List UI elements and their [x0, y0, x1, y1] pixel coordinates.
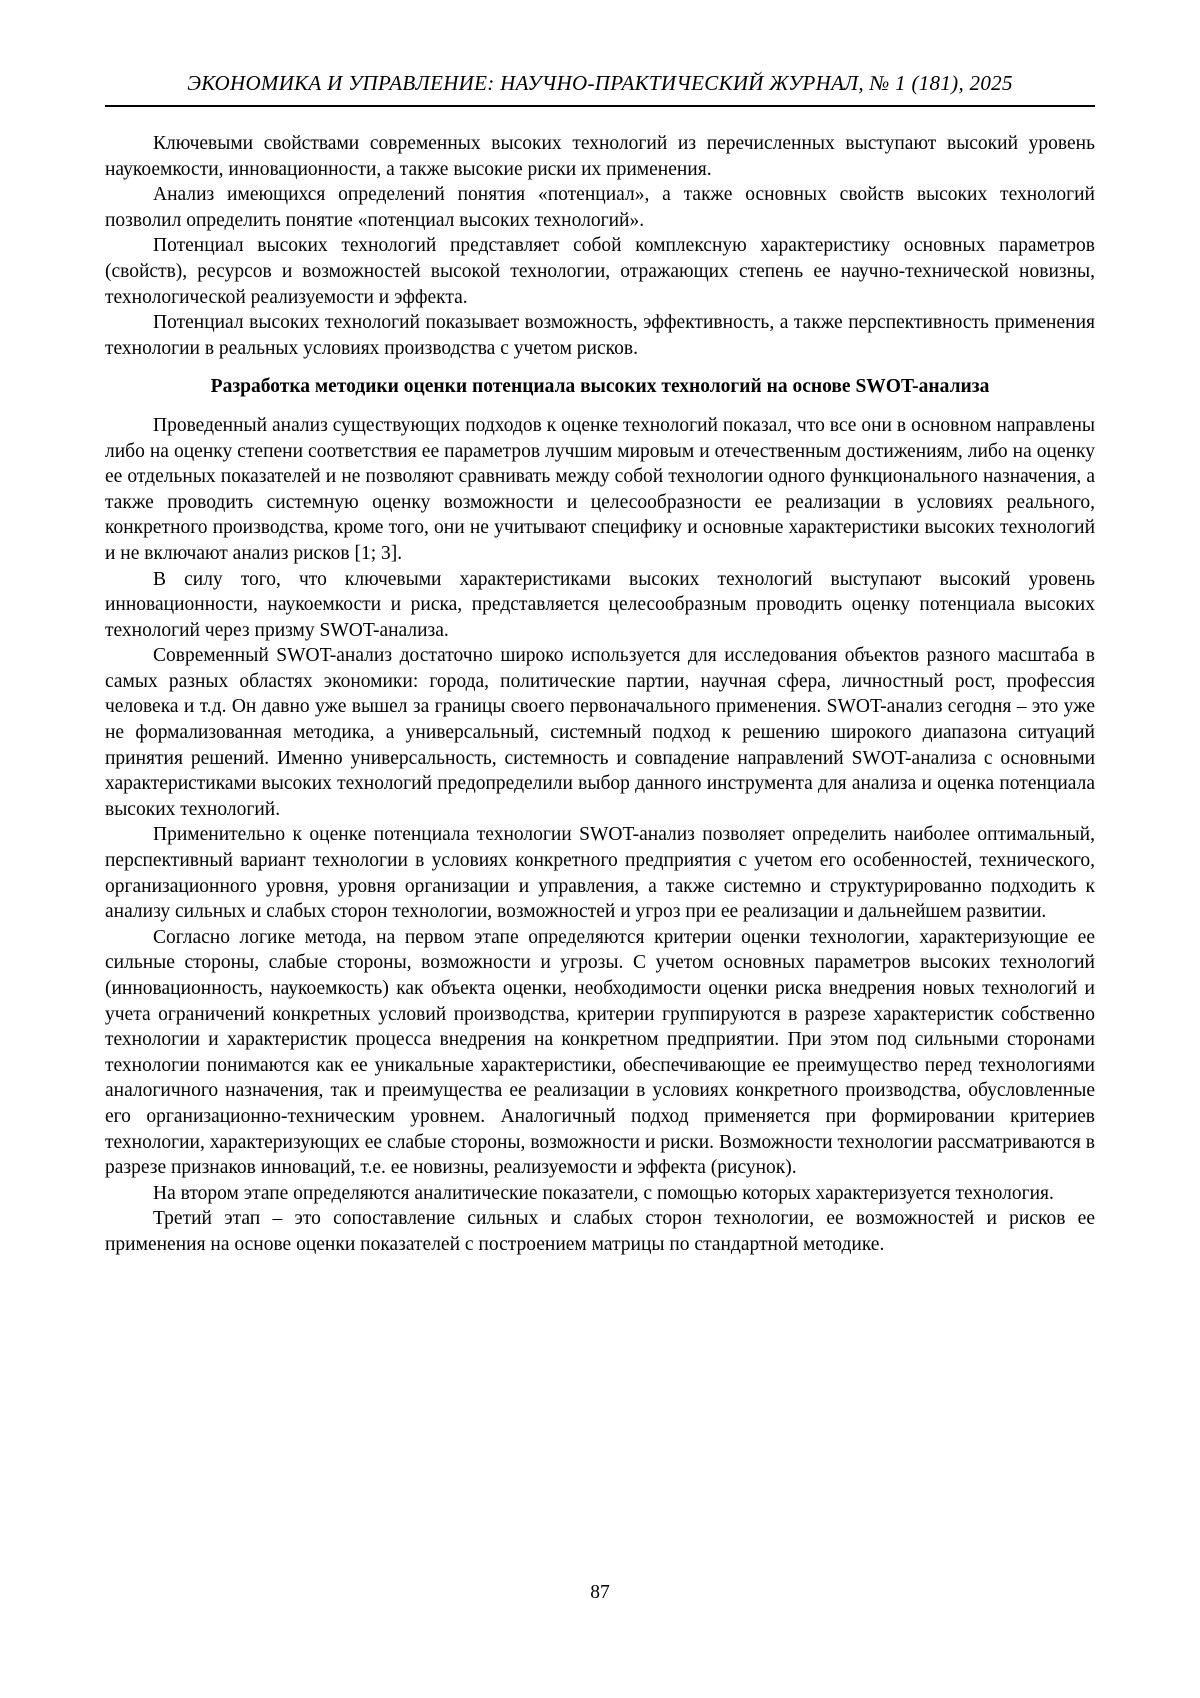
- paragraph: Согласно логике метода, на первом этапе определяются критерии оценки технологии, характеризующие ее сильные стороны, слабые стороны, возможности и угрозы. С учетом основных параметров высоких технологий (инновационность, наукоемкость) как объекта оценки, необходимости оценки риска внедрения новых технологий и учета ограничений конкретных условий производства, критерии группируются в разрезе характеристик собственно технологии и характеристик процесса внедрения на конкретном предприятии. При этом под сильными сторонами технологии понимаются как ее уникальные характеристики, обеспечивающие ее преимущество перед технологиями аналогичного назначения, так и преимущества ее реализации в условиях конкретного производства, обусловленные его организационно-техническим уровнем. Аналогичный подход применяется при формировании критериев технологии, характеризующих ее слабые стороны, возможности и риски. Возможности технологии рассматриваются в разрезе признаков инноваций, т.е. ее новизны, реализуемости и эффекта (рисунок).: [105, 926, 1095, 1179]
- paragraph: Третий этап – это сопоставление сильных и слабых сторон технологии, ее возможностей и рисков ее применения на основе оценки показателей с построением матрицы по стандартной методике.: [105, 1208, 1095, 1255]
- paragraph: Проведенный анализ существующих подходов к оценке технологий показал, что все они в основном направлены либо на оценку степени соответствия ее параметров лучшим мировым и отечественным достижениям, либо на оценку ее отдельных показателей и не позволяют сравнивать между собой технологии одного функционального назначения, а также проводить системную оценку возможности и целесообразности ее реализации в условиях реального, конкретного производства, кроме того, они не учитывают специфику и основные характеристики высоких технологий и не включают анализ рисков [1; 3].: [105, 414, 1095, 564]
- paragraph: Потенциал высоких технологий представляет собой комплексную характеристику основных параметров (свойств), ресурсов и возможностей высокой технологии, отражающих степень ее научно-технической новизны, технологической реализуемости и эффекта.: [105, 235, 1095, 308]
- article-body: [105, 131, 1095, 1258]
- paragraph: Потенциал высоких технологий показывает возможность, эффективность, а также перспективность применения технологии в реальных условиях производства с учетом рисков.: [105, 312, 1095, 359]
- paragraph: Современный SWOT-анализ достаточно широко используется для исследования объектов разного масштаба в самых разных областях экономики: города, политические партии, научная сфера, личностный рост, профессия человека и т.д. Он давно уже вышел за границы своего первоначального применения. SWOT-анализ сегодня – это уже не формализованная методика, а универсальный, системный подход к решению широкого диапазона ситуаций принятия решений. Именно универсальность, системность и совпадение направлений SWOT-анализа с основными характеристиками высоких технологий предопределили выбор данного инструмента для анализа и оценка потенциала высоких технологий.: [105, 645, 1095, 820]
- paragraph: В силу того, что ключевыми характеристиками высоких технологий выступают высокий уровень инновационности, наукоемкости и риска, представляется целесообразным проводить оценку потенциала высоких технологий через призму SWOT-анализа.: [105, 568, 1095, 641]
- section-heading: Разработка методики оценки потенциала высоких технологий на основе SWOT-анализа: [210, 376, 990, 398]
- journal-header: ЭКОНОМИКА И УПРАВЛЕНИЕ: НАУЧНО-ПРАКТИЧЕСКИЙ ЖУРНАЛ, № 1 (181), 2025: [105, 70, 1095, 107]
- paragraph: На втором этапе определяются аналитические показатели, с помощью которых характеризуется технология.: [153, 1182, 1054, 1204]
- paragraph: Ключевыми свойствами современных высоких технологий из перечисленных выступают высокий уровень наукоемкости, инновационности, а также высокие риски их применения.: [105, 133, 1095, 180]
- paragraph: Анализ имеющихся определений понятия «потенциал», а также основных свойств высоких технологий позволил определить понятие «потенциал высоких технологий».: [105, 184, 1095, 231]
- page-number: 87: [590, 1582, 610, 1603]
- paragraph: Применительно к оценке потенциала технологии SWOT-анализ позволяет определить наиболее оптимальный, перспективный вариант технологии в условиях конкретного предприятия с учетом его особенностей, технического, организационного уровня, уровня организации и управления, а также системно и структурированно подходить к анализу сильных и слабых сторон технологии, возможностей и угроз при ее реализации и дальнейшем развитии.: [105, 824, 1095, 923]
